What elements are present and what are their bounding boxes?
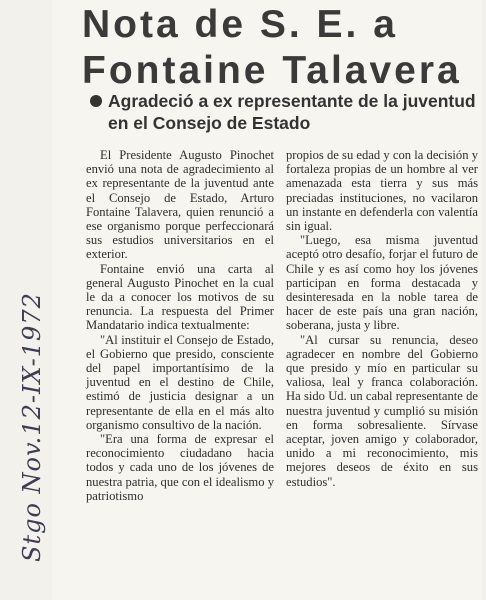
paragraph: Fontaine envió una carta al general Augusto Pinochet en la cual le da a conocer los motivos de su renuncia. La respuesta del Primer Mandatario indica textualmente:: [86, 261, 274, 333]
handwritten-note-text: Stgo Nov.12-IX-1972: [18, 292, 46, 562]
article-column-right: [286, 148, 478, 489]
paragraph: "Luego, esa misma juventud aceptó otro desafío, forjar el futuro de Chile y es así como hoy los jóvenes participan en forma destacada y desinteresada en la noble tarea de hacer de este país una gran nación, soberana, justa y libre.: [286, 233, 478, 333]
headline-line-2: Fontaine Talavera: [82, 49, 462, 92]
paragraph: "Era una forma de expresar el reconocimiento ciudadano hacia todos y cada uno de los jóvenes de nuestra patria, que con el idealismo y patriotismo: [86, 432, 274, 503]
handwritten-note: [2, 8, 46, 593]
paragraph: "Al cursar su renuncia, deseo agradecer en nombre del Gobierno que presido y mío en particular su valiosa, leal y franca colaboración. Ha sido Ud. un cabal representante de nuestra juventud y cumplió su misión en forma sobresaliente. Sírvase aceptar, joven amigo y colaborador, unido a mi reconocimiento, mis mejores deseos de éxito en sus estudios".: [286, 332, 478, 489]
paragraph: El Presidente Augusto Pinochet envió una nota de agradecimiento al ex representante de la juventud ante el Consejo de Estado, Arturo Fontaine Talavera, quien renunció a ese organismo porque perfeccionará sus estudios universitarios en el exterior.: [86, 148, 274, 262]
subheadline: [90, 90, 486, 134]
paragraph: "Al instituir el Consejo de Estado, el Gobierno que presido, consciente del papel importantísimo de la juventud en el destino de Chile, estimó de justicia designar a un representante de ella en el más alto organismo consultivo de la nación.: [86, 332, 274, 432]
headline-line-1: Nota de S. E. a: [82, 3, 398, 46]
article-column-left: [86, 148, 274, 503]
paragraph: propios de su edad y con la decisión y fortaleza propias de un hombre al ver amenazada esta tierra y sus más preciadas instituciones, no vacilaron un instante en defenderla con valentía sin igual.: [286, 148, 478, 234]
bullet-icon: [90, 95, 102, 107]
headline: [82, 2, 482, 94]
subheadline-text: Agradeció a ex representante de la juventud en el Consejo de Estado: [108, 91, 476, 133]
